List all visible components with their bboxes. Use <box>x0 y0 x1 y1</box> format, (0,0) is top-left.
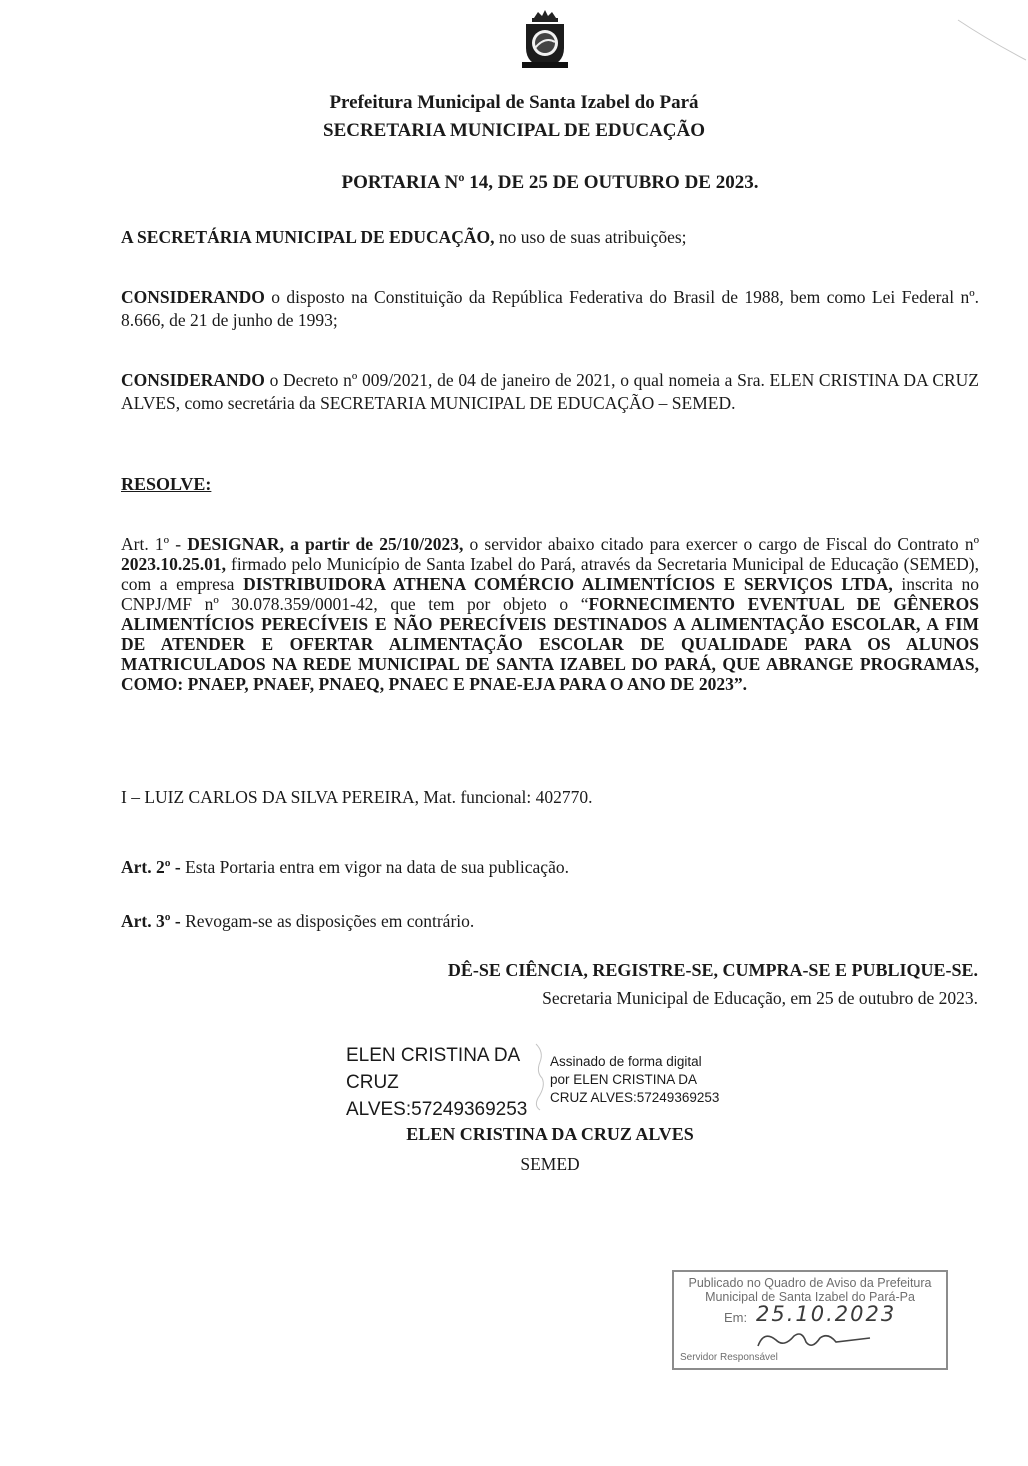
contract-number: 2023.10.25.01, <box>121 554 226 574</box>
article-3-text: Revogam-se as disposições em contrário. <box>180 911 475 931</box>
signature-meta-line-3: CRUZ ALVES:57249369253 <box>550 1090 720 1105</box>
signature-meta-line-2: por ELEN CRISTINA DA <box>550 1072 698 1087</box>
place-and-date: Secretaria Municipal de Educação, em 25 de outubro de 2023. <box>542 988 978 1008</box>
municipality-name: Prefeitura Municipal de Santa Izabel do Pará <box>329 92 699 113</box>
article-1-text-2: firmado pelo Município de Santa Izabel do Pará, através da Secretaria Municipal de Educação (SEMED), com a empresa <box>121 554 979 594</box>
article-1-text-1: o servidor abaixo citado para exercer o cargo de Fiscal do Contrato nº <box>463 534 979 554</box>
municipal-crest-icon <box>520 8 570 70</box>
article-1 <box>121 534 979 694</box>
considerando-1 <box>121 286 979 332</box>
digital-signature-meta <box>550 1053 760 1107</box>
considerando-1-text: o disposto na Constituição da República Federativa do Brasil de 1988, bem como Lei Federal nº. 8.666, de 21 de junho de 1993; <box>121 287 979 330</box>
signature-bracket-mark <box>532 1042 552 1112</box>
intro-bold: A SECRETÁRIA MUNICIPAL DE EDUCAÇÃO, <box>121 227 495 247</box>
article-1-text-3: inscrita no CNPJ/MF nº 30.078.359/0001-42, que tem por objeto o “ <box>121 574 979 614</box>
digital-signature-name <box>346 1042 546 1123</box>
article-2-label: Art. 2º - <box>121 857 181 877</box>
intro-paragraph <box>121 226 979 249</box>
signer-org: SEMED <box>520 1154 580 1174</box>
resolve-heading: RESOLVE: <box>121 474 212 494</box>
closing-formula: DÊ-SE CIÊNCIA, REGISTRE-SE, CUMPRA-SE E PUBLIQUE-SE. <box>447 960 978 980</box>
stamp-line-2: Municipal de Santa Izabel do Pará-Pa <box>705 1290 915 1304</box>
article-3-label: Art. 3º - <box>121 911 181 931</box>
stamp-date: 25.10.2023 <box>756 1302 897 1326</box>
considerando-2 <box>121 369 979 415</box>
secretariat-name: SECRETARIA MUNICIPAL DE EDUCAÇÃO <box>323 120 705 141</box>
signature-name-line-3: ALVES:57249369253 <box>346 1099 528 1120</box>
intro-text: no uso de suas atribuições; <box>494 227 687 247</box>
signature-meta-line-1: Assinado de forma digital <box>550 1054 702 1069</box>
article-2 <box>121 856 979 879</box>
designated-servant: I – LUIZ CARLOS DA SILVA PEREIRA, Mat. funcional: 402770. <box>121 787 593 807</box>
considerando-2-text: o Decreto nº 009/2021, de 04 de janeiro de 2021, o qual nomeia a Sra. ELEN CRISTINA DA CRUZ ALVES, como secretária da SECRETARIA MUNICIPAL DE EDUCAÇÃO – SEMED. <box>121 370 979 413</box>
stamp-em-label: Em: <box>724 1310 748 1325</box>
signer-name: ELEN CRISTINA DA CRUZ ALVES <box>406 1124 694 1144</box>
signature-name-line-2: CRUZ <box>346 1072 399 1093</box>
considerando-1-bold: CONSIDERANDO <box>121 287 265 307</box>
page-title: PORTARIA Nº 14, DE 25 DE OUTUBRO DE 2023. <box>341 172 759 193</box>
article-3 <box>121 910 979 933</box>
article-1-label: Art. 1º - <box>121 534 188 554</box>
signature-name-line-1: ELEN CRISTINA DA <box>346 1045 521 1066</box>
stamp-responsible-label: Servidor Responsável <box>680 1352 778 1363</box>
stamp-signature-scribble <box>754 1328 874 1352</box>
publication-stamp <box>672 1270 948 1370</box>
company-name: DISTRIBUIDORA ATHENA COMÉRCIO ALIMENTÍCIOS E SERVIÇOS LTDA, <box>243 574 893 594</box>
considerando-2-bold: CONSIDERANDO <box>121 370 265 390</box>
article-1-bold: DESIGNAR, a partir de 25/10/2023, <box>187 534 464 554</box>
stamp-line-1: Publicado no Quadro de Aviso da Prefeitura <box>688 1276 932 1290</box>
page-corner-mark <box>948 0 1028 70</box>
article-2-text: Esta Portaria entra em vigor na data de sua publicação. <box>180 857 569 877</box>
contract-object: FORNECIMENTO EVENTUAL DE GÊNEROS ALIMENTÍCIOS PERECÍVEIS E NÃO PERECÍVEIS DESTINADOS A ALIMENTAÇÃO ESCOLAR, A FIM DE ATENDER E OFERTAR ALIMENTAÇÃO ESCOLAR DE QUALIDADE PARA OS ALUNOS MATRICULADOS NA REDE MUNICIPAL DE SANTA IZABEL DO PARÁ, QUE ABRANGE PROGRAMAS, COMO: PNAEP, PNAEF, PNAEQ, PNAEC E PNAE-EJA PARA O ANO DE 2023”. <box>121 594 979 694</box>
